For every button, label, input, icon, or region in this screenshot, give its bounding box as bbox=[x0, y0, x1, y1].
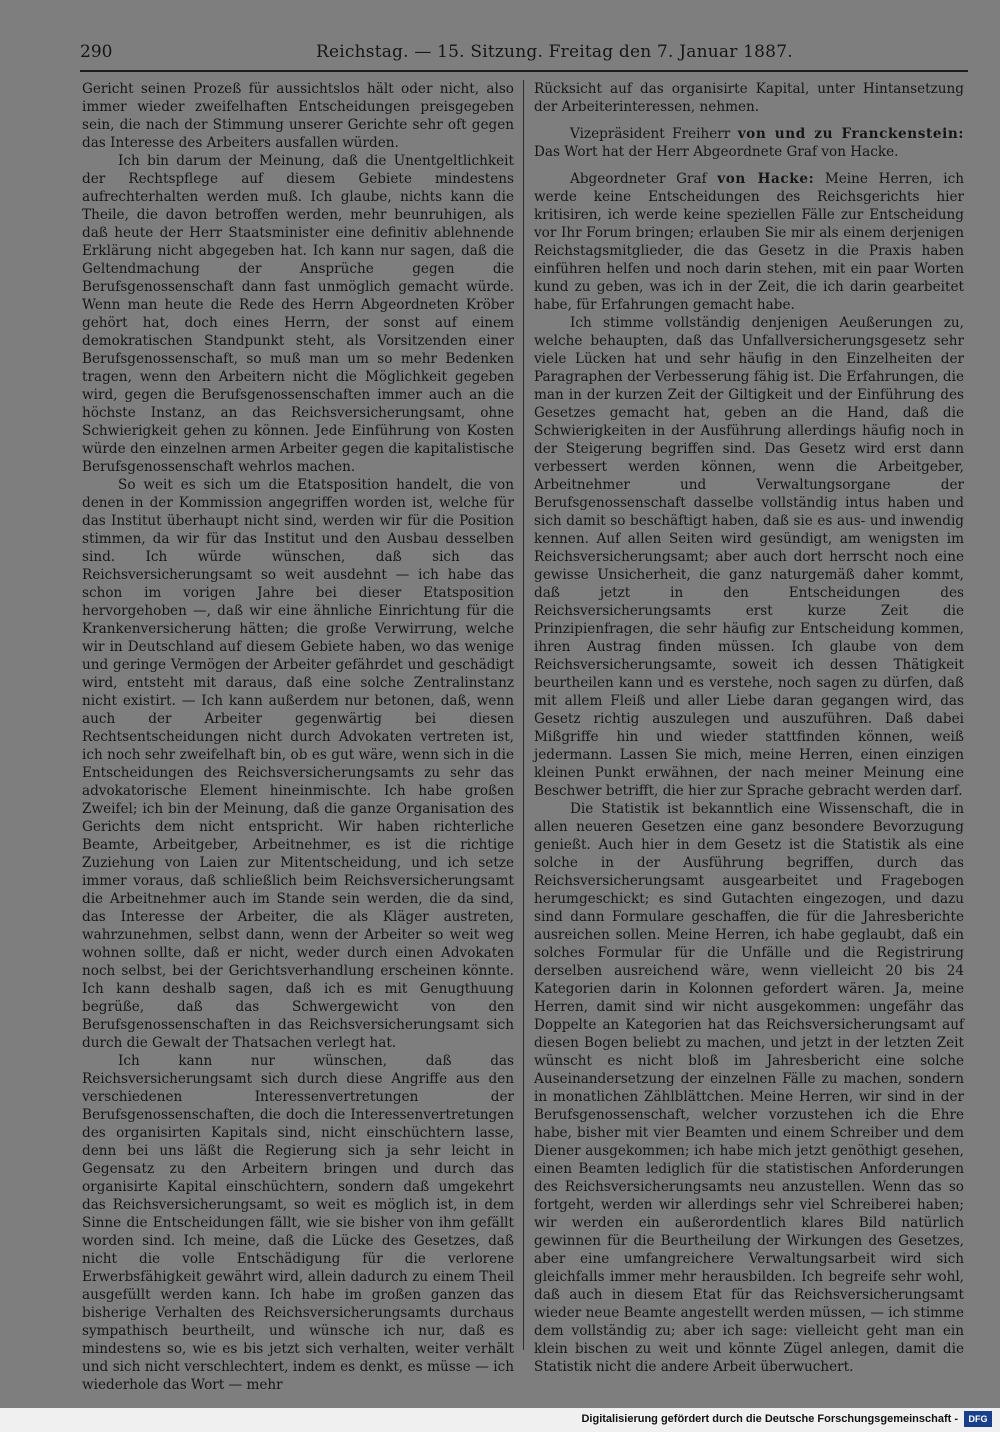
vice-president-role: Vizepräsident Freiherr bbox=[570, 126, 731, 142]
page-header bbox=[80, 40, 968, 70]
speaker-name: von Hacke: bbox=[717, 171, 815, 187]
left-paragraph: Ich bin darum der Meinung, daß die Unentgeltlichkeit der Rechtspflege auf diesem Gebiete mindestens aufrechterhalten werden muß. Ich glaube, nichts kann die Theile, die davon betroffen werden, mehr beunruhigen, als daß heute der Herr Staatsminister eine definitiv ablehnende Erklärung nicht abgegeben hat. Ich kann nur sagen, daß die Geltendmachung der Ansprüche gegen die Berufsgenossenschaft dann fast unmöglich gemacht würde. Wenn man heute die Rede des Herrn Abgeordneten Kröber gehört hat, doch eines Herrn, der sonst auf einem demokratischen Standpunkt steht, als Vorsitzenden einer Berufsgenossenschaft, so muß man um so mehr Bedenken tragen, wenn den Arbeitern nicht die Möglichkeit gegeben wird, gegen die Berufsgenossenschaften immer auch an die höchste Instanz, an das Reichsversicherungsamt, ohne Schwierigkeit gehen zu können. Jede Einführung von Kosten würde den einzelnen armen Arbeiter gegen die kapitalistische Berufsgenossenschaft wehrlos machen. bbox=[82, 153, 514, 475]
right-continuation: Rücksicht auf das organisirte Kapital, unter Hintansetzung der Arbeiterinteressen, nehmen. bbox=[534, 81, 964, 115]
right-paragraph: Ich stimme vollständig denjenigen Aeußerungen zu, welche behaupten, daß das Unfallversicherungsgesetz sehr viele Lücken hat und sehr häufig in den Einzelheiten der Paragraphen der Verbesserung fähig ist. Die Erfahrungen, die man in der kurzen Zeit der Giltigkeit und der Einführung des Gesetzes gemacht hat, geben an die Hand, daß die Schwierigkeiten in der Ausführung allerdings häufig noch in der Steigerung begriffen sind. Das Gesetz wird erst dann verbessert werden können, wenn die Arbeitgeber, Arbeitnehmer und Verwaltungsorgane der Berufsgenossenschaft dasselbe vollständig intus haben und sich damit so beschäftigt haben, daß sie es aus- und inwendig kennen. Auf allen Seiten wird gesündigt, am wenigsten im Reichsversicherungsamt; aber auch dort herrscht noch eine gewisse Unsicherheit, die ganz naturgemäß daher kommt, daß jetzt in den Entscheidungen des Reichsversicherungsamts erst kurze Zeit die Prinzipienfragen, die sehr häufig zur Entscheidung kommen, ihren Austrag finden müssen. Ich glaube von dem Reichsversicherungsamte, soweit ich dessen Thätigkeit beurtheilen kann und es verstehe, noch sagen zu dürfen, daß mit allem Fleiß und aller Liebe daran gegangen wird, das Gesetz richtig auszulegen und auszuführen. Daß dabei Mißgriffe hin und wieder stattfinden können, weiß jedermann. Lassen Sie mich, meine Herren, einen einzigen kleinen Punkt erwähnen, der nach meiner Meinung eine Beschwer betrifft, die hier zur Sprache gebracht werden darf. bbox=[534, 315, 964, 799]
right-column bbox=[534, 80, 964, 1376]
left-paragraph: Gericht seinen Prozeß für aussichtslos hält oder nicht, also immer wieder zweifelhaften Entscheidungen preisgegeben sein, die nach der Stimmung unserer Gerichte sehr oft gegen das Interesse des Arbeiters ausfallen würden. bbox=[82, 81, 514, 151]
speech-opening-text: Meine Herren, ich werde keine Entscheidungen des Reichsgerichts hier kritisiren, ich werde keine speziellen Fälle zur Entscheidung vor Ihr Forum bringen; erlauben Sie mir als einem derjenigen Reichstagsmitglieder, die das Gesetz in die Praxis haben einführen helfen und noch darin stehen, mit ein paar Worten kund zu geben, was ich in der Zeit, die ich darin gearbeitet habe, für Erfahrungen gemacht habe. bbox=[534, 171, 964, 313]
speech-opening bbox=[534, 170, 964, 314]
vice-president-name: von und zu Franckenstein: bbox=[737, 126, 965, 142]
vice-president-text: Das Wort hat der Herr Abgeordnete Graf von Hacke. bbox=[534, 144, 899, 160]
dfg-logo: DFG bbox=[964, 1411, 992, 1427]
left-paragraph: So weit es sich um die Etatsposition handelt, die von denen in der Kommission angegriffen worden ist, welche für das Institut überhaupt nicht sind, werden wir für die Position stimmen, da wir für das Institut und den Ausbau desselben sind. Ich würde wünschen, daß sich das Reichsversicherungsamt so weit ausdehnt — ich habe das schon im vorigen Jahre bei dieser Etatsposition hervorgehoben —, daß wir eine ähnliche Einrichtung für die Krankenversicherung hätten; die große Verwirrung, welche wir in Deutschland auf diesem Gebiete haben, wo das wenige und geringe Vermögen der Arbeiter gefährdet und geschädigt wird, entsteht mit daraus, daß eine solche Zentralinstanz nicht existirt. — Ich kann außerdem nur betonen, daß, wenn auch der Arbeiter gegenwärtig bei diesen Rechtsentscheidungen nicht durch Advokaten vertreten ist, ich noch sehr zweifelhaft bin, ob es gut wäre, wenn sich in die Entscheidungen des Reichsversicherungsamts zu sehr das advokatorische Element hineinmischte. Ich habe großen Zweifel; ich bin der Meinung, daß die ganze Organisation des Gerichts dem nicht entspricht. Wir haben richterliche Beamte, Arbeitgeber, Arbeitnehmer, es ist die richtige Zuziehung von Laien zur Mitentscheidung, und ich setze immer voraus, daß schließlich beim Reichsversicherungsamt die Arbeitnehmer auch im Stande sein werden, die da sind, das Interesse der Arbeiter, die als Kläger austreten, wahrzunehmen, selbst dann, wenn der Arbeiter so weit weg wohnen sollte, daß er nicht, weder durch einen Advokaten noch selbst, bei der Gerichtsverhandlung erscheinen könnte. Ich kann deshalb sagen, daß ich es mit Genugthuung begrüße, daß das Schwergewicht von den Berufsgenossenschaften in das Reichsversicherungsamt sich durch die Gewalt der Thatsachen verlegt hat. bbox=[82, 477, 514, 1051]
header-rule bbox=[80, 70, 968, 72]
page-number: 290 bbox=[80, 42, 113, 62]
running-head: Reichstag. — 15. Sitzung. Freitag den 7. Januar 1887. bbox=[316, 42, 793, 62]
speaker-role: Abgeordneter Graf bbox=[570, 171, 707, 187]
digitization-credit: Digitalisierung gefördert durch die Deutsche Forschungsgemeinschaft - bbox=[581, 1413, 958, 1425]
vice-president-remark bbox=[534, 125, 964, 161]
left-paragraph: Ich kann nur wünschen, daß das Reichsversicherungsamt sich durch diese Angriffe aus den verschiedenen Interessenvertretungen der Berufsgenossenschaften, die doch die Interessenvertretungen des organisirten Kapitals sind, nicht einschüchtern lasse, denn bei uns läßt die Regierung sich ja sehr leicht in Gegensatz zu den Arbeitern bringen und durch das organisirte Kapital einschüchtern, sondern daß umgekehrt das Reichsversicherungsamt, so weit es möglich ist, in dem Sinne die Entscheidungen fällt, wie sie bisher von ihm gefällt worden sind. Ich meine, daß die Lücke des Gesetzes, daß nicht die volle Entschädigung für die verlorene Erwerbsfähigkeit gewährt wird, allein dadurch zu einem Theil ausgefüllt werden kann. Ich habe im großen ganzen das bisherige Verhalten des Reichsversicherungsamts durchaus sympathisch beurtheilt, und wünsche ich nur, daß es mindestens so, wie es bis jetzt sich verhalten, weiter verhält und sich nicht verschlechtert, indem es denkt, es müsse — ich wiederhole das Wort — mehr bbox=[82, 1053, 514, 1393]
right-paragraph: Die Statistik ist bekanntlich eine Wissenschaft, die in allen neueren Gesetzen eine ganz besondere Bevorzugung genießt. Auch hier in dem Gesetz ist die Statistik als eine solche in der Ausführung begriffen, durch das Reichsversicherungsamt ausgearbeitet und Fragebogen herumgeschickt; es sind Gutachten eingezogen, und dazu sind dann Formulare geschaffen, die für die Jahresberichte ausreichen sollen. Meine Herren, ich habe geglaubt, daß ein solches Formular für die Unfälle und die Registrirung derselben ausreichend wäre, wenn vielleicht 20 bis 24 Kategorien darin in Kolonnen gefordert wären. Ja, meine Herren, damit sind wir nicht ausgekommen: ungefähr das Doppelte an Kategorien hat das Reichsversicherungsamt auf diesen Bogen beliebt zu machen, und jetzt in der letzten Zeit wünscht es nicht bloß im Jahresbericht eine solche Auseinandersetzung der einzelnen Fälle zu machen, sondern in monatlichen Zählblättchen. Meine Herren, wir sind in der Berufsgenossenschaft, welcher vorzustehen ich die Ehre habe, bisher mit vier Beamten und einem Schreiber und dem Diener ausgekommen; ich habe mich jetzt genöthigt gesehen, einen Beamten lediglich für die statistischen Anforderungen des Reichsversicherungsamts neu anzustellen. Wenn das so fortgeht, werden wir allerdings sehr viel Schreiberei haben; wir werden ein außerordentlich klares Bild natürlich gewinnen für die Beurtheilung der Wirkungen des Gesetzes, aber eine umfangreichere Verwaltungsarbeit wird sich gleichfalls immer mehr herausbilden. Ich begreife sehr wohl, daß auch in diesem Etat für das Reichsversicherungsamt wieder neue Beamte angestellt werden müssen, — ich stimme dem vollständig zu; aber ich sage: vielleicht geht man ein klein bischen zu weit und könnte Zügel anlegen, damit die Statistik nicht die andere Arbeit überwuchert. bbox=[534, 801, 964, 1375]
column-divider bbox=[523, 80, 524, 1350]
left-column bbox=[82, 80, 514, 1394]
